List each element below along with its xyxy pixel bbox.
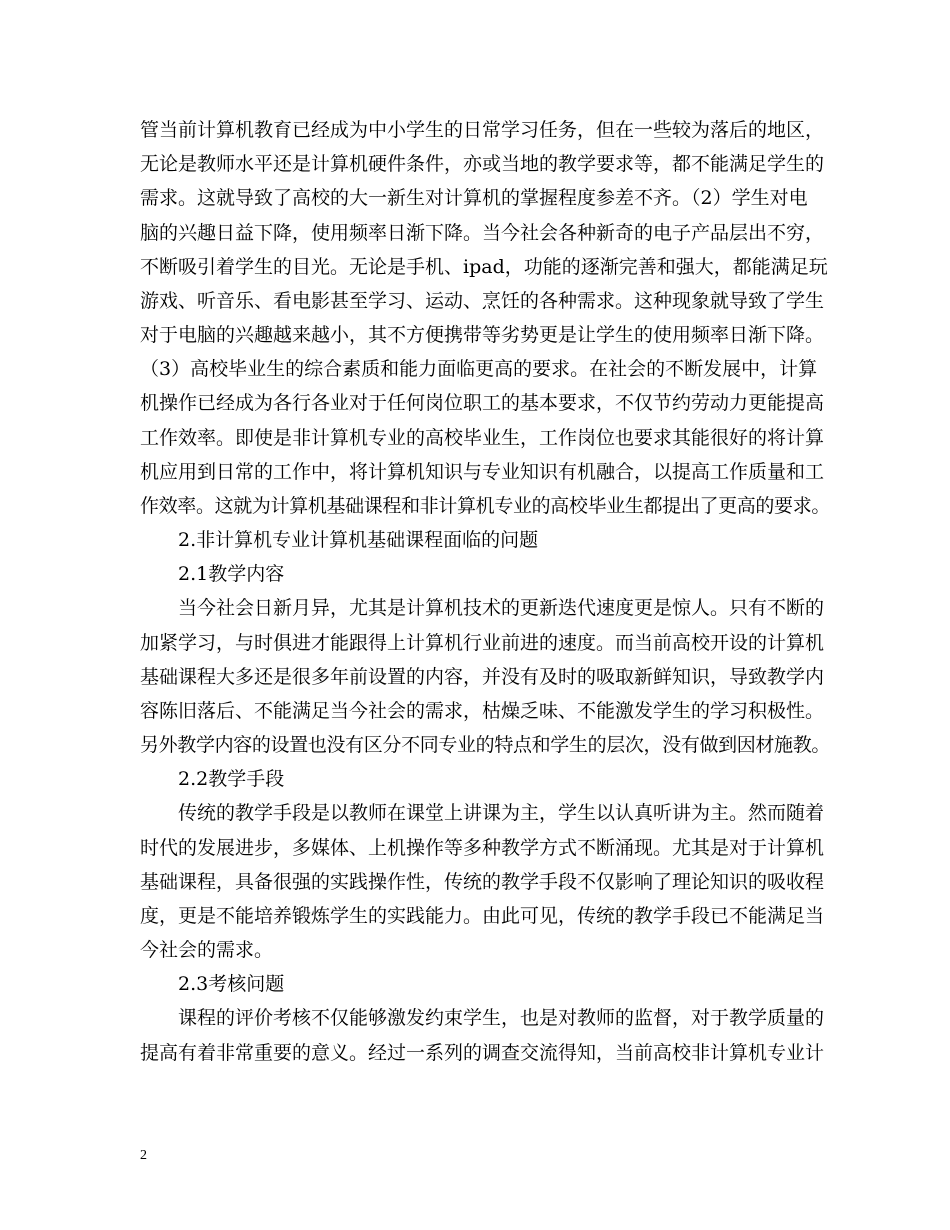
text-line: 提高有着非常重要的意义。经过一系列的调查交流得知，当前高校非计算机专业计 xyxy=(140,1042,825,1064)
text-line: 机操作已经成为各行各业对于任何岗位职工的基本要求，不仅节约劳动力更能提高 xyxy=(140,392,825,414)
text-line: 无论是教师水平还是计算机硬件条件，亦或当地的教学要求等，都不能满足学生的 xyxy=(140,153,825,175)
text-line: 基础课程，具备很强的实践操作性，传统的教学手段不仅影响了理论知识的吸收程 xyxy=(140,871,825,893)
text-line: 今社会的需求。 xyxy=(140,939,274,961)
page-number: 2 xyxy=(140,1148,147,1163)
text-line: 游戏、听音乐、看电影甚至学习、运动、烹饪的各种需求。这种现象就导致了学生 xyxy=(140,290,825,312)
text-line: 度，更是不能培养锻炼学生的实践能力。由此可见，传统的教学手段已不能满足当 xyxy=(140,905,825,927)
text-line: 另外教学内容的设置也没有区分不同专业的特点和学生的层次，没有做到因材施教。 xyxy=(140,734,831,756)
text-line: 需求。这就导致了高校的大一新生对计算机的掌握程度参差不齐。（2）学生对电 xyxy=(140,187,808,209)
text-line: 不断吸引着学生的目光。无论是手机、ipad，功能的逐渐完善和强大，都能满足玩 xyxy=(140,256,828,278)
text-line: 机应用到日常的工作中，将计算机知识与专业知识有机融合，以提高工作质量和工 xyxy=(140,461,825,483)
subsection-heading: 2.3考核问题 xyxy=(178,973,285,995)
text-line: 时代的发展进步，多媒体、上机操作等多种教学方式不断涌现。尤其是对于计算机 xyxy=(140,837,825,859)
text-line: 基础课程大多还是很多年前设置的内容，并没有及时的吸取新鲜知识，导致教学内 xyxy=(140,666,825,688)
text-line: 作效率。这就为计算机基础课程和非计算机专业的高校毕业生都提出了更高的要求。 xyxy=(140,495,831,517)
text-line: （3）高校毕业生的综合素质和能力面临更高的要求。在社会的不断发展中，计算 xyxy=(140,358,818,380)
text-line: 容陈旧落后、不能满足当今社会的需求，枯燥乏味、不能激发学生的学习积极性。 xyxy=(140,700,825,722)
text-line: 管当前计算机教育已经成为中小学生的日常学习任务，但在一些较为落后的地区， xyxy=(140,119,825,141)
subsection-heading: 2.1教学内容 xyxy=(178,563,285,585)
text-line: 课程的评价考核不仅能够激发约束学生，也是对教师的监督，对于教学质量的 xyxy=(178,1007,825,1029)
section-heading: 2.非计算机专业计算机基础课程面临的问题 xyxy=(178,529,539,551)
text-line: 传统的教学手段是以教师在课堂上讲课为主，学生以认真听讲为主。然而随着 xyxy=(178,802,825,824)
subsection-heading: 2.2教学手段 xyxy=(178,768,285,790)
text-line: 对于电脑的兴趣越来越小，其不方便携带等劣势更是让学生的使用频率日渐下降。 xyxy=(140,324,825,346)
text-line: 脑的兴趣日益下降，使用频率日渐下降。当今社会各种新奇的电子产品层出不穷， xyxy=(140,222,825,244)
text-line: 当今社会日新月异，尤其是计算机技术的更新迭代速度更是惊人。只有不断的 xyxy=(178,597,825,619)
text-line: 加紧学习，与时俱进才能跟得上计算机行业前进的速度。而当前高校开设的计算机 xyxy=(140,632,825,654)
text-line: 工作效率。即使是非计算机专业的高校毕业生，工作岗位也要求其能很好的将计算 xyxy=(140,427,825,449)
